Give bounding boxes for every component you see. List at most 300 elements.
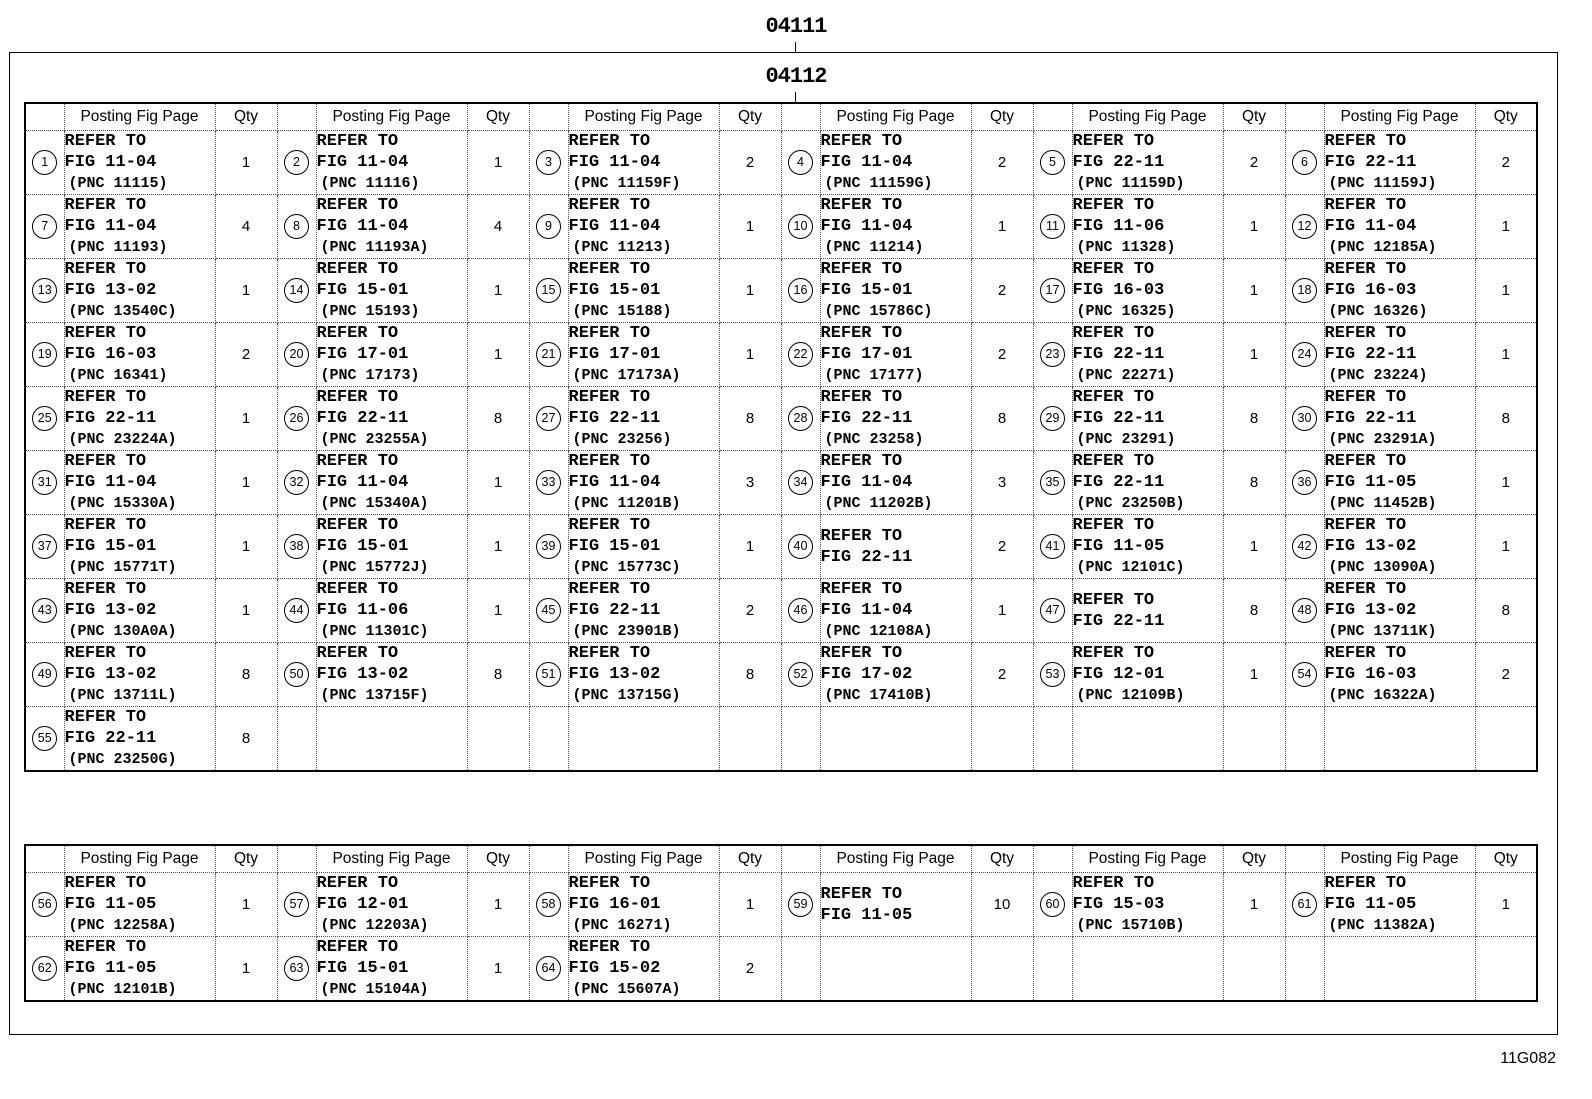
qty-cell: 1 bbox=[467, 323, 529, 387]
item-number-cell bbox=[1033, 451, 1072, 515]
pnc-code: (PNC 11301C) bbox=[320, 623, 429, 640]
qty-cell: 2 bbox=[719, 579, 781, 643]
figure-id: 11G082 bbox=[1500, 1050, 1556, 1067]
posting-fig-page-cell bbox=[568, 131, 719, 195]
header-qty: Qty bbox=[215, 103, 277, 131]
header-row bbox=[25, 103, 1537, 131]
posting-fig-page-cell bbox=[1072, 937, 1223, 1002]
header-posting-fig-page: Posting Fig Page bbox=[1072, 845, 1223, 873]
item-number-badge: 5 bbox=[1040, 150, 1065, 175]
pnc-code: (PNC 16271) bbox=[572, 917, 672, 934]
posting-fig-page-cell bbox=[64, 195, 215, 259]
item-number-badge: 54 bbox=[1292, 662, 1317, 687]
fig-reference: FIG 22-11 bbox=[568, 601, 661, 620]
item-number-cell bbox=[1033, 937, 1072, 1002]
item-number-badge: 29 bbox=[1040, 406, 1065, 431]
item-number-cell bbox=[781, 579, 820, 643]
header-blank bbox=[25, 103, 64, 131]
item-number-cell bbox=[1285, 451, 1324, 515]
item-number-cell bbox=[1285, 643, 1324, 707]
item-number-badge: 3 bbox=[536, 150, 561, 175]
table-row bbox=[25, 707, 1537, 772]
fig-reference: FIG 12-01 bbox=[316, 895, 409, 914]
refer-to-text: REFER TO bbox=[316, 644, 399, 663]
item-number-cell bbox=[277, 259, 316, 323]
fig-reference: FIG 15-03 bbox=[1072, 895, 1165, 914]
item-number-badge: 10 bbox=[788, 214, 813, 239]
fig-reference: FIG 15-01 bbox=[316, 537, 409, 556]
refer-to-text: REFER TO bbox=[1324, 516, 1407, 535]
qty-cell: 8 bbox=[467, 387, 529, 451]
item-number-cell bbox=[25, 131, 64, 195]
item-number-cell bbox=[1285, 515, 1324, 579]
item-number-cell bbox=[1033, 873, 1072, 937]
header-qty: Qty bbox=[1223, 103, 1285, 131]
item-number-cell bbox=[1285, 707, 1324, 772]
parts-table-main bbox=[24, 102, 1538, 772]
item-number-cell bbox=[1033, 579, 1072, 643]
posting-fig-page-cell bbox=[820, 937, 971, 1002]
refer-to-text: REFER TO bbox=[568, 132, 651, 151]
qty-cell: 8 bbox=[1475, 579, 1537, 643]
item-number-badge: 17 bbox=[1040, 278, 1065, 303]
fig-reference: FIG 16-03 bbox=[1324, 281, 1417, 300]
pnc-code: (PNC 15330A) bbox=[68, 495, 177, 512]
header-qty: Qty bbox=[467, 845, 529, 873]
refer-to-text: REFER TO bbox=[1072, 874, 1155, 893]
pnc-code: (PNC 11328) bbox=[1076, 239, 1176, 256]
table-row bbox=[25, 323, 1537, 387]
refer-to-text: REFER TO bbox=[820, 644, 903, 663]
qty-cell: 1 bbox=[719, 259, 781, 323]
pnc-code: (PNC 16341) bbox=[68, 367, 168, 384]
fig-reference: FIG 15-01 bbox=[316, 959, 409, 978]
refer-to-text: REFER TO bbox=[1324, 196, 1407, 215]
pnc-code: (PNC 23250G) bbox=[68, 751, 177, 768]
item-number-badge: 39 bbox=[536, 534, 561, 559]
pnc-code: (PNC 11382A) bbox=[1328, 917, 1437, 934]
item-number-cell bbox=[25, 323, 64, 387]
qty-cell: 1 bbox=[1223, 873, 1285, 937]
item-number-badge: 12 bbox=[1292, 214, 1317, 239]
posting-fig-page-cell bbox=[820, 131, 971, 195]
posting-fig-page-cell bbox=[820, 259, 971, 323]
posting-fig-page-cell bbox=[316, 323, 467, 387]
posting-fig-page-cell bbox=[1072, 195, 1223, 259]
fig-reference: FIG 15-01 bbox=[316, 281, 409, 300]
qty-cell: 1 bbox=[1475, 259, 1537, 323]
pnc-code: (PNC 23256) bbox=[572, 431, 672, 448]
item-number-cell bbox=[781, 515, 820, 579]
posting-fig-page-cell bbox=[316, 451, 467, 515]
item-number-cell bbox=[277, 515, 316, 579]
pnc-code: (PNC 12101B) bbox=[68, 981, 177, 998]
posting-fig-page-cell bbox=[568, 259, 719, 323]
posting-fig-page-cell bbox=[64, 259, 215, 323]
posting-fig-page-cell bbox=[316, 873, 467, 937]
item-number-badge: 38 bbox=[284, 534, 309, 559]
qty-cell: 1 bbox=[1223, 259, 1285, 323]
pnc-code: (PNC 12203A) bbox=[320, 917, 429, 934]
posting-fig-page-cell bbox=[568, 195, 719, 259]
posting-fig-page-cell bbox=[64, 579, 215, 643]
pnc-code: (PNC 12108A) bbox=[824, 623, 933, 640]
qty-cell: 8 bbox=[719, 387, 781, 451]
pnc-code: (PNC 11193A) bbox=[320, 239, 429, 256]
refer-to-text: REFER TO bbox=[64, 260, 147, 279]
item-number-cell bbox=[781, 451, 820, 515]
item-number-cell bbox=[529, 643, 568, 707]
posting-fig-page-cell bbox=[568, 643, 719, 707]
pnc-code: (PNC 12185A) bbox=[1328, 239, 1437, 256]
pnc-code: (PNC 11116) bbox=[320, 175, 420, 192]
refer-to-text: REFER TO bbox=[64, 132, 147, 151]
item-number-badge: 19 bbox=[32, 342, 57, 367]
pnc-code: (PNC 11159G) bbox=[824, 175, 933, 192]
header-qty: Qty bbox=[719, 103, 781, 131]
item-number-cell bbox=[781, 643, 820, 707]
header-qty: Qty bbox=[971, 103, 1033, 131]
posting-fig-page-cell bbox=[1072, 873, 1223, 937]
fig-reference: FIG 15-02 bbox=[568, 959, 661, 978]
fig-reference: FIG 13-02 bbox=[64, 601, 157, 620]
header-posting-fig-page: Posting Fig Page bbox=[820, 103, 971, 131]
header-blank bbox=[1033, 103, 1072, 131]
item-number-cell bbox=[1285, 873, 1324, 937]
pnc-code: (PNC 22271) bbox=[1076, 367, 1176, 384]
posting-fig-page-cell bbox=[568, 515, 719, 579]
qty-cell bbox=[719, 707, 781, 772]
pnc-code: (PNC 11193) bbox=[68, 239, 168, 256]
qty-cell: 2 bbox=[719, 937, 781, 1002]
posting-fig-page-cell bbox=[1324, 937, 1475, 1002]
refer-to-text: REFER TO bbox=[820, 132, 903, 151]
pnc-code: (PNC 12109B) bbox=[1076, 687, 1185, 704]
fig-reference: FIG 13-02 bbox=[1324, 537, 1417, 556]
item-number-cell bbox=[25, 451, 64, 515]
qty-cell: 2 bbox=[971, 259, 1033, 323]
header-blank bbox=[1285, 103, 1324, 131]
item-number-badge: 30 bbox=[1292, 406, 1317, 431]
qty-cell: 1 bbox=[971, 195, 1033, 259]
item-number-cell bbox=[781, 937, 820, 1002]
fig-reference: FIG 16-03 bbox=[64, 345, 157, 364]
qty-cell: 8 bbox=[215, 643, 277, 707]
refer-to-text: REFER TO bbox=[1324, 388, 1407, 407]
posting-fig-page-cell bbox=[316, 195, 467, 259]
pnc-code: (PNC 17177) bbox=[824, 367, 924, 384]
item-number-cell bbox=[781, 195, 820, 259]
fig-reference: FIG 13-02 bbox=[568, 665, 661, 684]
posting-fig-page-cell bbox=[316, 515, 467, 579]
fig-reference: FIG 12-01 bbox=[1072, 665, 1165, 684]
item-number-badge: 25 bbox=[32, 406, 57, 431]
header-row bbox=[25, 845, 1537, 873]
posting-fig-page-cell bbox=[1072, 707, 1223, 772]
fig-reference: FIG 22-11 bbox=[1072, 153, 1165, 172]
header-posting-fig-page: Posting Fig Page bbox=[316, 103, 467, 131]
posting-fig-page-cell bbox=[820, 323, 971, 387]
header-blank bbox=[277, 845, 316, 873]
refer-to-text: REFER TO bbox=[316, 516, 399, 535]
table-row bbox=[25, 643, 1537, 707]
qty-cell: 1 bbox=[467, 515, 529, 579]
posting-fig-page-cell bbox=[1324, 515, 1475, 579]
refer-to-text: REFER TO bbox=[1072, 196, 1155, 215]
refer-to-text: REFER TO bbox=[64, 874, 147, 893]
refer-to-text: REFER TO bbox=[568, 324, 651, 343]
refer-to-text: REFER TO bbox=[820, 324, 903, 343]
qty-cell: 2 bbox=[1475, 643, 1537, 707]
item-number-badge: 52 bbox=[788, 662, 813, 687]
refer-to-text: REFER TO bbox=[568, 260, 651, 279]
qty-cell: 8 bbox=[1475, 387, 1537, 451]
qty-cell: 2 bbox=[971, 131, 1033, 195]
qty-cell bbox=[971, 937, 1033, 1002]
refer-to-text: REFER TO bbox=[1324, 874, 1407, 893]
posting-fig-page-cell bbox=[820, 643, 971, 707]
item-number-badge: 34 bbox=[788, 470, 813, 495]
pnc-code: (PNC 23258) bbox=[824, 431, 924, 448]
header-qty: Qty bbox=[1223, 845, 1285, 873]
pnc-code: (PNC 13711L) bbox=[68, 687, 177, 704]
header-blank bbox=[25, 845, 64, 873]
qty-cell: 1 bbox=[215, 937, 277, 1002]
qty-cell: 1 bbox=[1475, 451, 1537, 515]
fig-reference: FIG 17-01 bbox=[316, 345, 409, 364]
qty-cell: 2 bbox=[971, 643, 1033, 707]
fig-reference: FIG 22-11 bbox=[1324, 153, 1417, 172]
qty-cell: 1 bbox=[215, 579, 277, 643]
item-number-cell bbox=[1033, 707, 1072, 772]
refer-to-text: REFER TO bbox=[64, 452, 147, 471]
fig-reference: FIG 11-04 bbox=[568, 217, 661, 236]
item-number-badge: 44 bbox=[284, 598, 309, 623]
fig-reference: FIG 11-05 bbox=[1072, 537, 1165, 556]
pnc-code: (PNC 11452B) bbox=[1328, 495, 1437, 512]
fig-reference: FIG 22-11 bbox=[316, 409, 409, 428]
item-number-badge: 21 bbox=[536, 342, 561, 367]
item-number-badge: 2 bbox=[284, 150, 309, 175]
item-number-cell bbox=[25, 707, 64, 772]
fig-reference: FIG 11-05 bbox=[820, 905, 913, 925]
pnc-code: (PNC 13711K) bbox=[1328, 623, 1437, 640]
qty-cell: 1 bbox=[719, 323, 781, 387]
qty-cell: 1 bbox=[1475, 323, 1537, 387]
posting-fig-page-cell bbox=[1072, 579, 1223, 643]
item-number-cell bbox=[1285, 259, 1324, 323]
qty-cell: 1 bbox=[1475, 873, 1537, 937]
fig-reference: FIG 11-04 bbox=[1324, 217, 1417, 236]
item-number-badge: 4 bbox=[788, 150, 813, 175]
item-number-cell bbox=[277, 643, 316, 707]
qty-cell: 4 bbox=[215, 195, 277, 259]
posting-fig-page-cell bbox=[1324, 579, 1475, 643]
pnc-code: (PNC 15193) bbox=[320, 303, 420, 320]
refer-to-text: REFER TO bbox=[64, 516, 147, 535]
item-number-cell bbox=[1285, 195, 1324, 259]
qty-cell: 8 bbox=[1223, 579, 1285, 643]
fig-reference: FIG 22-11 bbox=[1072, 473, 1165, 492]
qty-cell: 2 bbox=[971, 323, 1033, 387]
refer-to-text: REFER TO bbox=[1072, 644, 1155, 663]
posting-fig-page-cell bbox=[316, 131, 467, 195]
pnc-code: (PNC 11214) bbox=[824, 239, 924, 256]
item-number-badge: 18 bbox=[1292, 278, 1317, 303]
pnc-code: (PNC 13090A) bbox=[1328, 559, 1437, 576]
pnc-code: (PNC 13715G) bbox=[572, 687, 681, 704]
posting-fig-page-cell bbox=[1324, 643, 1475, 707]
fig-reference: FIG 22-11 bbox=[1324, 345, 1417, 364]
qty-cell: 2 bbox=[1475, 131, 1537, 195]
header-qty: Qty bbox=[1475, 103, 1537, 131]
refer-to-text: REFER TO bbox=[316, 196, 399, 215]
qty-cell: 8 bbox=[215, 707, 277, 772]
posting-fig-page-cell bbox=[1072, 259, 1223, 323]
header-qty: Qty bbox=[719, 845, 781, 873]
pnc-code: (PNC 23224A) bbox=[68, 431, 177, 448]
pnc-code: (PNC 17410B) bbox=[824, 687, 933, 704]
item-number-badge: 42 bbox=[1292, 534, 1317, 559]
item-number-cell bbox=[529, 259, 568, 323]
item-number-cell bbox=[529, 707, 568, 772]
fig-reference: FIG 11-04 bbox=[820, 473, 913, 492]
refer-to-text: REFER TO bbox=[64, 580, 147, 599]
header-posting-fig-page: Posting Fig Page bbox=[64, 103, 215, 131]
item-number-cell bbox=[277, 387, 316, 451]
item-number-cell bbox=[1033, 259, 1072, 323]
item-number-cell bbox=[781, 323, 820, 387]
pnc-code: (PNC 23901B) bbox=[572, 623, 681, 640]
item-number-cell bbox=[1285, 579, 1324, 643]
item-number-cell bbox=[277, 323, 316, 387]
header-qty: Qty bbox=[971, 845, 1033, 873]
item-number-badge: 64 bbox=[536, 956, 561, 981]
item-number-badge: 24 bbox=[1292, 342, 1317, 367]
pnc-code: (PNC 16322A) bbox=[1328, 687, 1437, 704]
posting-fig-page-cell bbox=[64, 323, 215, 387]
pnc-code: (PNC 23291A) bbox=[1328, 431, 1437, 448]
posting-fig-page-cell bbox=[1324, 131, 1475, 195]
refer-to-text: REFER TO bbox=[568, 644, 651, 663]
header-qty: Qty bbox=[1475, 845, 1537, 873]
item-number-badge: 14 bbox=[284, 278, 309, 303]
qty-cell bbox=[1475, 707, 1537, 772]
fig-reference: FIG 22-11 bbox=[1072, 345, 1165, 364]
item-number-cell bbox=[781, 259, 820, 323]
header-posting-fig-page: Posting Fig Page bbox=[568, 103, 719, 131]
qty-cell: 2 bbox=[1223, 131, 1285, 195]
pnc-code: (PNC 11115) bbox=[68, 175, 168, 192]
posting-fig-page-cell bbox=[820, 579, 971, 643]
fig-reference: FIG 11-05 bbox=[1324, 895, 1417, 914]
refer-to-text: REFER TO bbox=[820, 196, 903, 215]
qty-cell bbox=[971, 707, 1033, 772]
fig-reference: FIG 16-03 bbox=[1324, 665, 1417, 684]
posting-fig-page-cell bbox=[568, 873, 719, 937]
header-blank bbox=[529, 103, 568, 131]
fig-reference: FIG 11-04 bbox=[64, 153, 157, 172]
item-number-badge: 49 bbox=[32, 662, 57, 687]
posting-fig-page-cell bbox=[316, 579, 467, 643]
pnc-code: (PNC 16326) bbox=[1328, 303, 1428, 320]
refer-to-text: REFER TO bbox=[1072, 388, 1155, 407]
qty-cell: 1 bbox=[1475, 195, 1537, 259]
item-number-badge: 22 bbox=[788, 342, 813, 367]
item-number-cell bbox=[529, 195, 568, 259]
item-number-cell bbox=[277, 451, 316, 515]
fig-reference: FIG 22-11 bbox=[568, 409, 661, 428]
item-number-cell bbox=[277, 873, 316, 937]
posting-fig-page-cell bbox=[820, 195, 971, 259]
qty-cell: 1 bbox=[215, 387, 277, 451]
refer-to-text: REFER TO bbox=[316, 324, 399, 343]
pnc-code: (PNC 15710B) bbox=[1076, 917, 1185, 934]
posting-fig-page-cell bbox=[64, 515, 215, 579]
pnc-code: (PNC 23255A) bbox=[320, 431, 429, 448]
refer-to-text: REFER TO bbox=[1324, 132, 1407, 151]
fig-reference: FIG 11-05 bbox=[64, 895, 157, 914]
refer-to-text: REFER TO bbox=[64, 708, 147, 727]
posting-fig-page-cell bbox=[64, 707, 215, 772]
item-number-cell bbox=[529, 387, 568, 451]
header-blank bbox=[781, 103, 820, 131]
item-number-badge: 41 bbox=[1040, 534, 1065, 559]
table-row bbox=[25, 195, 1537, 259]
qty-cell: 1 bbox=[467, 131, 529, 195]
fig-reference: FIG 16-01 bbox=[568, 895, 661, 914]
qty-cell: 8 bbox=[1223, 451, 1285, 515]
fig-reference: FIG 11-04 bbox=[316, 217, 409, 236]
posting-fig-page-cell bbox=[568, 451, 719, 515]
fig-reference: FIG 16-03 bbox=[1072, 281, 1165, 300]
posting-fig-page-cell bbox=[820, 387, 971, 451]
item-number-badge: 7 bbox=[32, 214, 57, 239]
qty-cell: 10 bbox=[971, 873, 1033, 937]
refer-to-text: REFER TO bbox=[568, 388, 651, 407]
item-number-cell bbox=[277, 707, 316, 772]
header-posting-fig-page: Posting Fig Page bbox=[316, 845, 467, 873]
fig-reference: FIG 11-04 bbox=[568, 473, 661, 492]
item-number-badge: 27 bbox=[536, 406, 561, 431]
fig-reference: FIG 11-06 bbox=[316, 601, 409, 620]
fig-reference: FIG 22-11 bbox=[64, 409, 157, 428]
posting-fig-page-cell bbox=[1072, 643, 1223, 707]
item-number-badge: 35 bbox=[1040, 470, 1065, 495]
refer-to-text: REFER TO bbox=[568, 516, 651, 535]
qty-cell: 4 bbox=[467, 195, 529, 259]
item-number-badge: 13 bbox=[32, 278, 57, 303]
item-number-badge: 6 bbox=[1292, 150, 1317, 175]
qty-cell bbox=[1475, 937, 1537, 1002]
posting-fig-page-cell bbox=[64, 451, 215, 515]
refer-to-text: REFER TO bbox=[568, 874, 651, 893]
qty-cell: 1 bbox=[215, 515, 277, 579]
qty-cell: 1 bbox=[467, 937, 529, 1002]
header-posting-fig-page: Posting Fig Page bbox=[1324, 103, 1475, 131]
refer-to-text: REFER TO bbox=[1072, 260, 1155, 279]
posting-fig-page-cell bbox=[64, 873, 215, 937]
item-number-badge: 36 bbox=[1292, 470, 1317, 495]
item-number-cell bbox=[277, 131, 316, 195]
qty-cell: 1 bbox=[719, 873, 781, 937]
posting-fig-page-cell bbox=[316, 707, 467, 772]
qty-cell: 2 bbox=[971, 515, 1033, 579]
item-number-badge: 11 bbox=[1040, 214, 1065, 239]
qty-cell: 1 bbox=[1223, 323, 1285, 387]
item-number-badge: 23 bbox=[1040, 342, 1065, 367]
refer-to-text: REFER TO bbox=[568, 196, 651, 215]
